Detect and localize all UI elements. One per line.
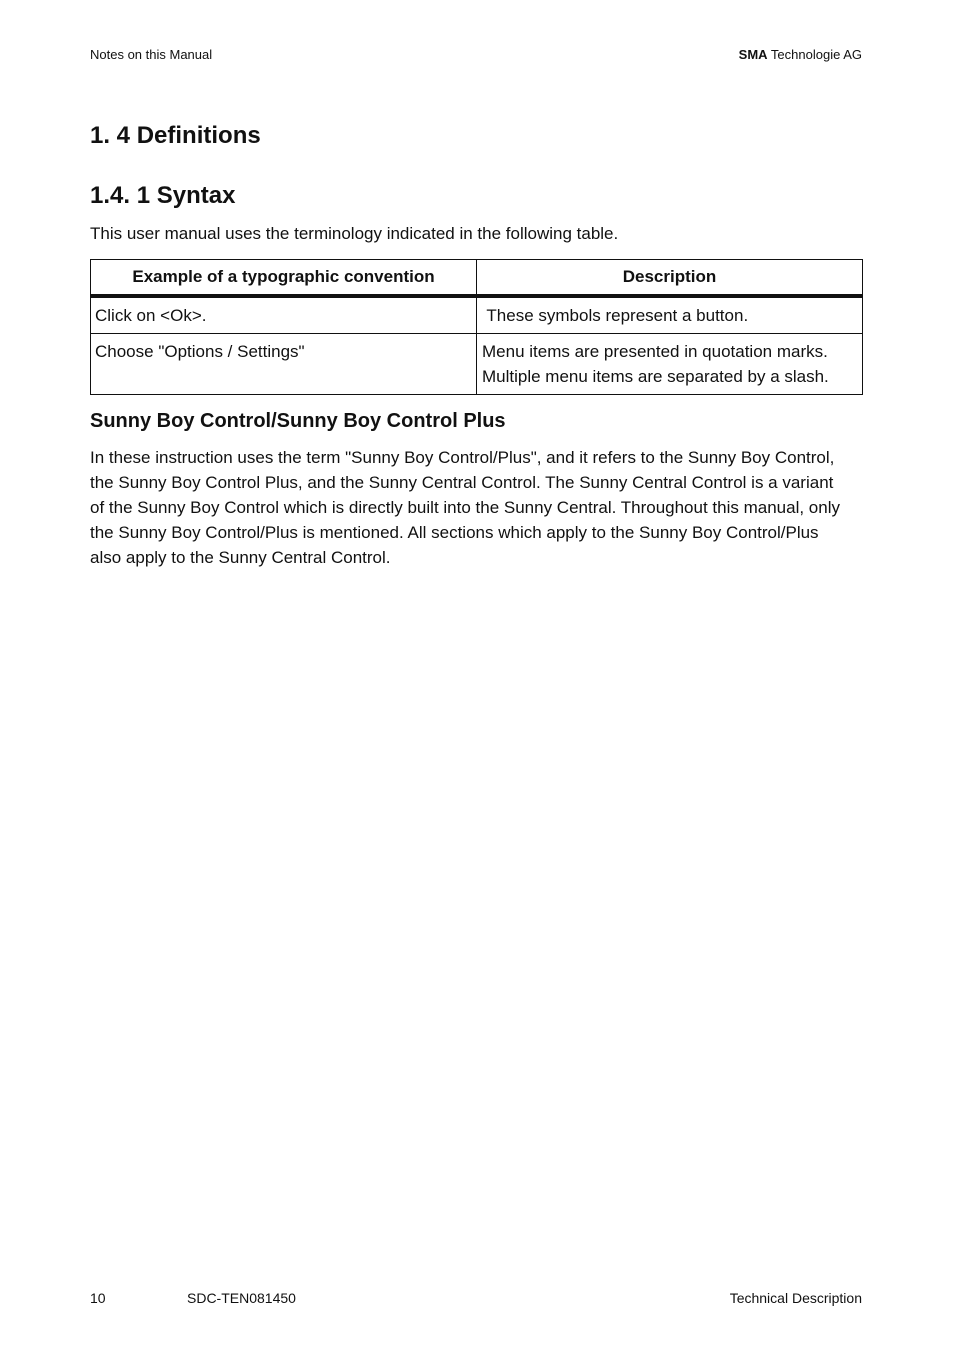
footer-document-type: Technical Description bbox=[729, 1290, 862, 1306]
paragraph-line: of the Sunny Boy Control which is directly built into the Sunny Central. Throughout this manual, only bbox=[90, 498, 840, 517]
table-header-row bbox=[91, 260, 863, 297]
footer-page-number: 10 bbox=[90, 1290, 106, 1306]
example-cell: Choose "Options / Settings" bbox=[91, 334, 477, 395]
description-line: Multiple menu items are separated by a slash. bbox=[482, 367, 829, 386]
subheading-sunny-boy-control: Sunny Boy Control/Sunny Boy Control Plus bbox=[90, 410, 506, 432]
description-line: These symbols represent a button. bbox=[482, 306, 749, 325]
column-header-example: Example of a typographic convention bbox=[91, 260, 477, 297]
description-line: Menu items are presented in quotation marks. bbox=[482, 342, 828, 361]
description-cell bbox=[477, 296, 863, 334]
description-cell bbox=[477, 334, 863, 395]
heading-syntax: 1.4. 1 Syntax bbox=[90, 182, 236, 209]
running-header-section: Notes on this Manual bbox=[90, 47, 213, 62]
heading-definitions: 1. 4 Definitions bbox=[90, 122, 261, 149]
company-brand: SMA bbox=[738, 47, 768, 62]
paragraph-line: In these instruction uses the term "Sunny Boy Control/Plus", and it refers to the Sunny Boy Control, bbox=[90, 448, 835, 467]
table-row bbox=[91, 296, 863, 334]
body-paragraph bbox=[90, 445, 863, 570]
intro-text: This user manual uses the terminology indicated in the following table. bbox=[90, 224, 619, 243]
column-header-description: Description bbox=[477, 260, 863, 297]
running-header-company bbox=[739, 47, 862, 62]
example-cell: Click on <Ok>. bbox=[91, 296, 477, 334]
paragraph-line: the Sunny Boy Control Plus, and the Sunny Central Control. The Sunny Central Control is a variant bbox=[90, 473, 834, 492]
footer-document-code: SDC-TEN081450 bbox=[187, 1290, 296, 1306]
table-row bbox=[91, 334, 863, 395]
paragraph-line: also apply to the Sunny Central Control. bbox=[90, 548, 391, 567]
company-name-rest: Technologie AG bbox=[767, 47, 862, 62]
paragraph-line: the Sunny Boy Control/Plus is mentioned. All sections which apply to the Sunny Boy Control/Plus bbox=[90, 523, 819, 542]
typographic-conventions-table bbox=[90, 259, 863, 395]
